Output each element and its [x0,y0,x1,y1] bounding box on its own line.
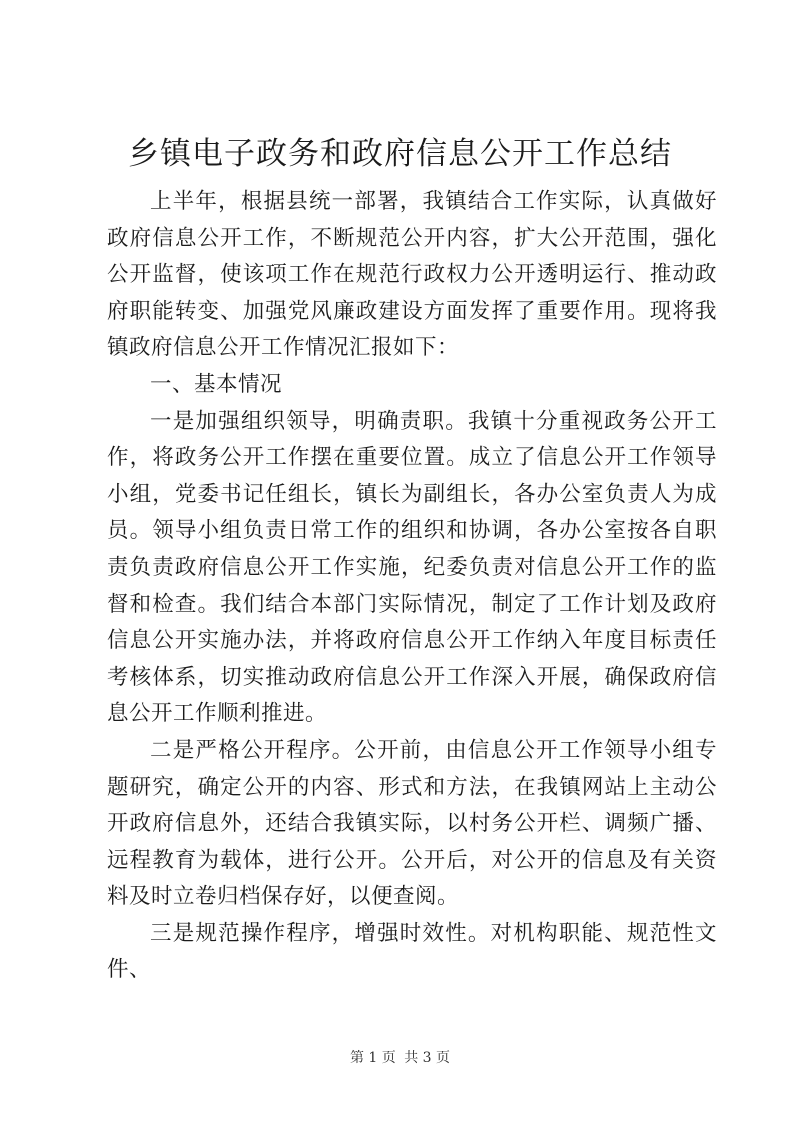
section-heading-basic-situation: 一、基本情况 [150,371,283,397]
page-number: 第 1 页 [349,1050,396,1066]
document-body [107,184,717,989]
paragraph-operation: 三是规范操作程序，增强时效性。对机构职能、规范性文件、 [107,920,717,983]
paragraph-organization: 一是加强组织领导，明确责职。我镇十分重视政务公开工作，将政务公开工作摆在重要位置。成立了信息公开工作领导小组，党委书记任组长，镇长为副组长，各办公室负责人为成员。领导小组负责日常工作的组织和协调，各办公室按各自职责负责政府信息公开工作实施，纪委负责对信息公开工作的监督和检查。我们结合本部门实际情况，制定了工作计划及政府信息公开实施办法，并将政府信息公开工作纳入年度目标责任考核体系，切实推动政府信息公开工作深入开展，确保政府信息公开工作顺利推进。 [107,408,717,727]
page-total: 共 3 页 [404,1050,451,1066]
paragraph-procedure: 二是严格公开程序。公开前，由信息公开工作领导小组专题研究，确定公开的内容、形式和方法，在我镇网站上主动公开政府信息外，还结合我镇实际，以村务公开栏、调频广播、远程教育为载体，进行公开。公开后，对公开的信息及有关资料及时立卷归档保存好，以便查阅。 [107,737,717,910]
document-title: 乡镇电子政务和政府信息公开工作总结 [128,136,672,172]
paragraph-intro: 上半年，根据县统一部署，我镇结合工作实际，认真做好政府信息公开工作，不断规范公开内容，扩大公开范围，强化公开监督，使该项工作在规范行政权力公开透明运行、推动政府职能转变、加强党风廉政建设方面发挥了重要作用。现将我镇政府信息公开工作情况汇报如下： [107,189,717,361]
page-footer [0,1048,800,1068]
